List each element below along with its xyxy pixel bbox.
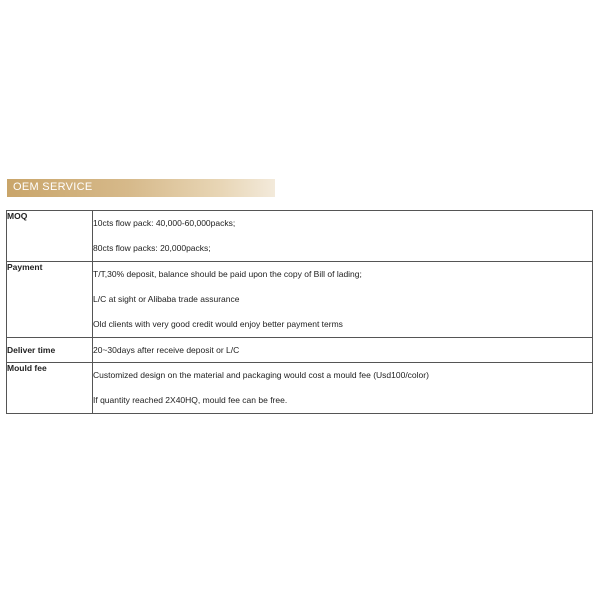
section-title: OEM SERVICE	[13, 181, 93, 193]
moq-line-2: 80cts flow packs: 20,000packs;	[93, 243, 211, 253]
payment-line-1: T/T,30% deposit, balance should be paid upon the copy of Bill of lading;	[93, 269, 362, 279]
table-row-payment	[7, 262, 593, 338]
section-header-banner	[7, 179, 275, 197]
row-content-moq	[93, 211, 593, 262]
mould-fee-line-1: Customized design on the material and packaging would cost a mould fee (Usd100/color)	[93, 370, 429, 380]
table-row-deliver-time	[7, 338, 593, 363]
mould-fee-line-2: If quantity reached 2X40HQ, mould fee can be free.	[93, 395, 288, 405]
row-label-mould-fee: Mould fee	[7, 363, 93, 414]
row-label-deliver-time: Deliver time	[7, 338, 93, 363]
deliver-time-line-1: 20~30days after receive deposit or L/C	[93, 345, 240, 355]
table-row-moq	[7, 211, 593, 262]
payment-line-3: Old clients with very good credit would enjoy better payment terms	[93, 319, 343, 329]
row-label-moq: MOQ	[7, 211, 93, 262]
row-content-mould-fee	[93, 363, 593, 414]
table-row-mould-fee	[7, 363, 593, 414]
payment-line-2: L/C at sight or Alibaba trade assurance	[93, 294, 240, 304]
row-label-payment: Payment	[7, 262, 93, 338]
moq-line-1: 10cts flow pack: 40,000-60,000packs;	[93, 218, 236, 228]
oem-service-table	[6, 210, 593, 414]
row-content-deliver-time	[93, 338, 593, 363]
row-content-payment	[93, 262, 593, 338]
